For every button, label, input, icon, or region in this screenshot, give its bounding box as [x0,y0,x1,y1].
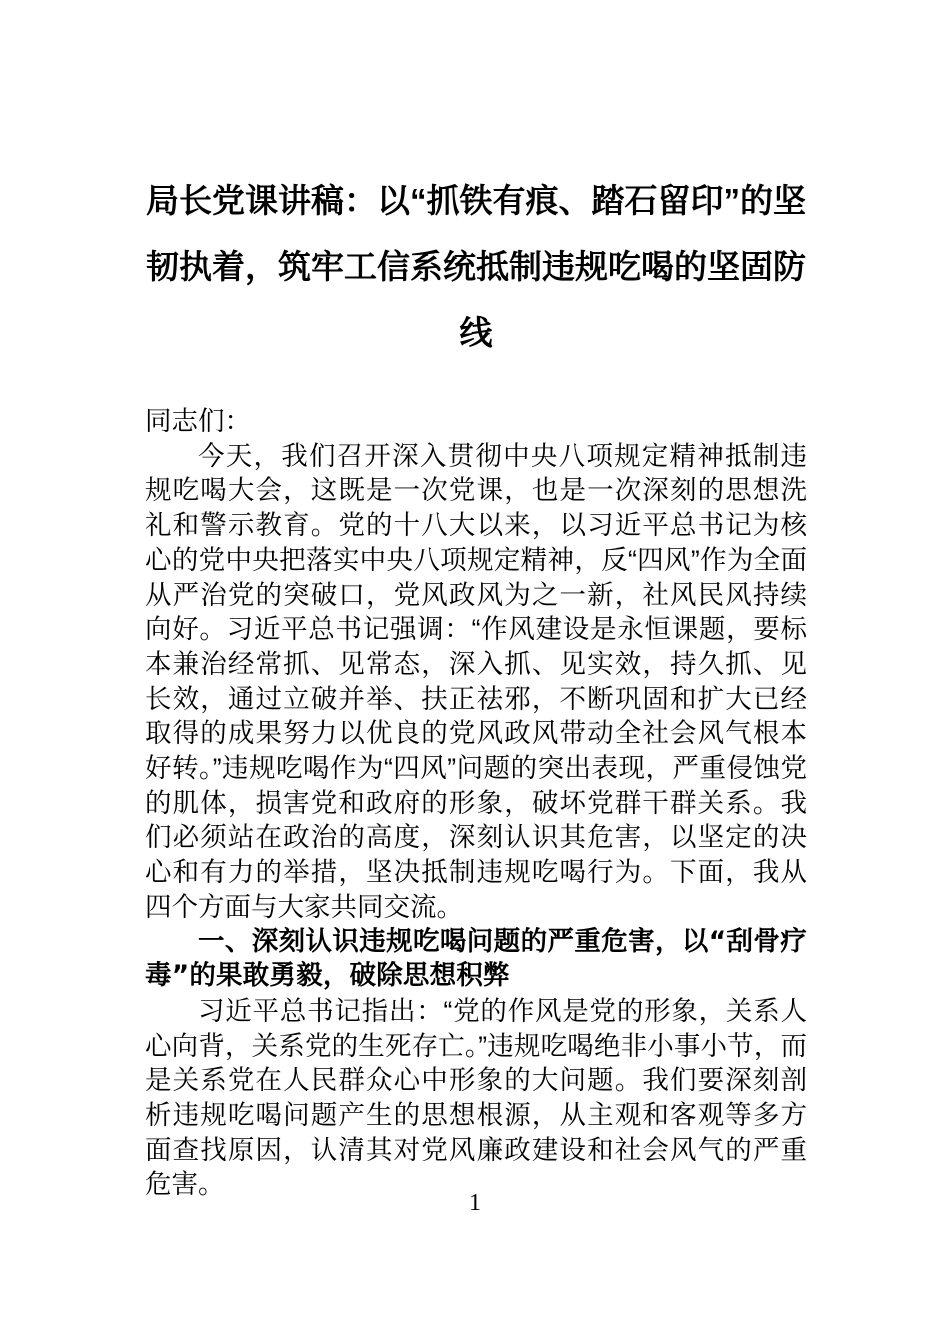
page-title: 局长党课讲稿：以“抓铁有痕、踏石留印”的坚韧执着，筑牢工信系统抵制违规吃喝的坚固防线 [146,182,806,351]
paragraph-section-one-body: 习近平总书记指出：“党的作风是党的形象，关系人心向背，关系党的生死存亡。”违规吃喝绝非小事小节，而是关系党在人民群众心中形象的大问题。我们要深刻剖析违规吃喝问题产生的思想根源，从主观和客观等多方面查找原因，认清其对党风廉政建设和社会风气的严重危害。 [145,995,807,1200]
paragraph-opening: 今天，我们召开深入贯彻中央八项规定精神抵制违规吃喝大会，这既是一次党课，也是一次深刻的思想洗礼和警示教育。党的十八大以来，以习近平总书记为核心的党中央把落实中央八项规定精神，反“四风”作为全面从严治党的突破口，党风政风为之一新，社风民风持续向好。习近平总书记强调：“作风建设是永恒课题，要标本兼治经常抓、见常态，深入抓、见实效，持久抓、见长效，通过立破并举、扶正祛邪，不断巩固和扩大已经取得的成果努力以优良的党风政风带动全社会风气根本好转。”违规吃喝作为“四风”问题的突出表现，严重侵蚀党的肌体，损害党和政府的形象，破坏党群干群关系。我们必须站在政治的高度，深刻认识其危害，以坚定的决心和有力的举措，坚决抵制违规吃喝行为。下面，我从四个方面与大家共同交流。 [145,440,807,922]
section-heading-one: 一、深刻认识违规吃喝问题的严重危害，以“刮骨疗毒”的果敢勇毅，破除思想积弊 [145,925,807,992]
salutation: 同志们： [145,406,251,436]
page-number: 1 [469,1190,481,1216]
document-body [145,0,807,1202]
